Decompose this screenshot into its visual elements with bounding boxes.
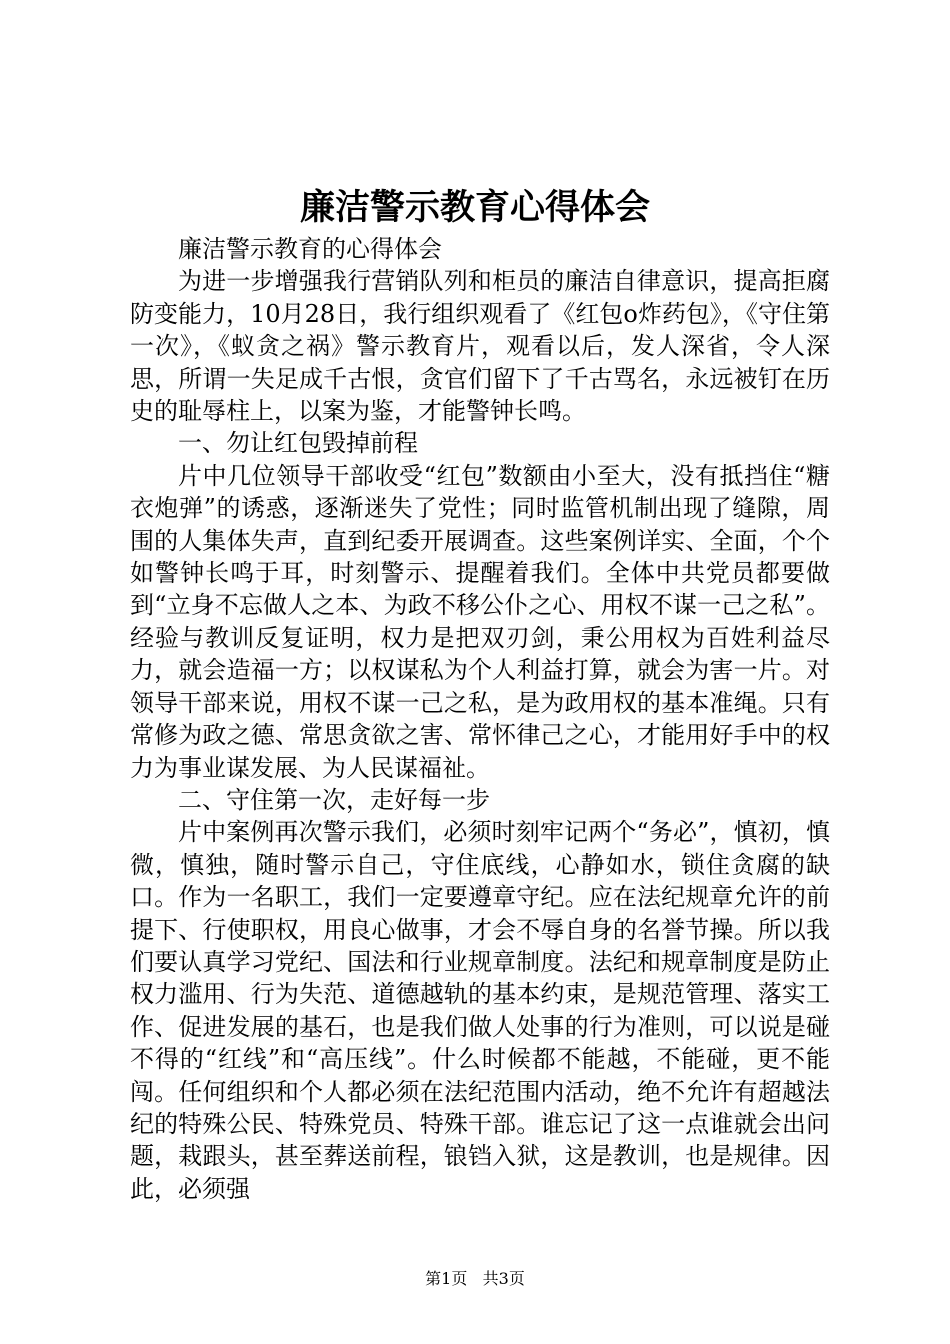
paragraph-section-1: 片中几位领导干部收受“红包”数额由小至大，没有抵挡住“糖衣炮弹”的诱惑，逐渐迷失了党性；同时监管机制出现了缝隙，周围的人集体失声，直到纪委开展调查。这些案例详实、全面，个个如警钟长鸣于耳，时刻警示、提醒着我们。全体中共党员都要做到“立身不忘做人之本、为政不移公仆之心、用权不谋一己之私”。经验与教训反复证明，权力是把双刃剑，秉公用权为百姓利益尽力，就会造福一方；以权谋私为个人利益打算，就会为害一片。对领导干部来说，用权不谋一己之私，是为政用权的基本准绳。只有常修为政之德、常思贪欲之害、常怀律己之心，才能用好手中的权力为事业谋发展、为人民谋福祉。	[130, 461, 830, 782]
page-total: 共3页	[482, 1269, 525, 1288]
paragraph-section-2: 片中案例再次警示我们，必须时刻牢记两个“务必”，慎初，慎微，慎独，随时警示自己，守住底线，心静如水，锁住贪腐的缺口。作为一名职工，我们一定要遵章守纪。应在法纪规章允许的前提下、行使职权，用良心做事，才会不辱自身的名誉节操。所以我们要认真学习党纪、国法和行业规章制度。法纪和规章制度是防止权力滥用、行为失范、道德越轨的基本约束，是规范管理、落实工作、促进发展的基石，也是我们做人处事的行为准则，可以说是碰不得的“红线”和“高压线”。什么时候都不能越，不能碰，更不能闯。任何组织和个人都必须在法纪范围内活动，绝不允许有超越法纪的特殊公民、特殊党员、特殊干部。谁忘记了这一点谁就会出问题，栽跟头，甚至葬送前程，锒铛入狱，这是教训，也是规律。因此，必须强	[130, 818, 830, 1203]
page-footer	[0, 1268, 950, 1290]
section-heading-1: 一、勿让红包毁掉前程	[178, 429, 418, 458]
document-body	[130, 233, 830, 1205]
document-title: 廉洁警示教育心得体会	[299, 187, 650, 228]
paragraph-intro: 为进一步增强我行营销队列和柜员的廉洁自律意识，提高拒腐防变能力，10月28日，我行组织观看了《红包ο炸药包》，《守住第一次》，《蚁贪之祸》警示教育片，观看以后，发人深省，令人深思，所谓一失足成千古恨，贪官们留下了千古骂名，永远被钉在历史的耻辱柱上，以案为鉴，才能警钟长鸣。	[130, 267, 830, 426]
page-number: 第1页	[425, 1269, 468, 1288]
section-heading-2: 二、守住第一次，走好每一步	[178, 785, 490, 814]
paragraph-subtitle: 廉洁警示教育的心得体会	[178, 235, 442, 263]
